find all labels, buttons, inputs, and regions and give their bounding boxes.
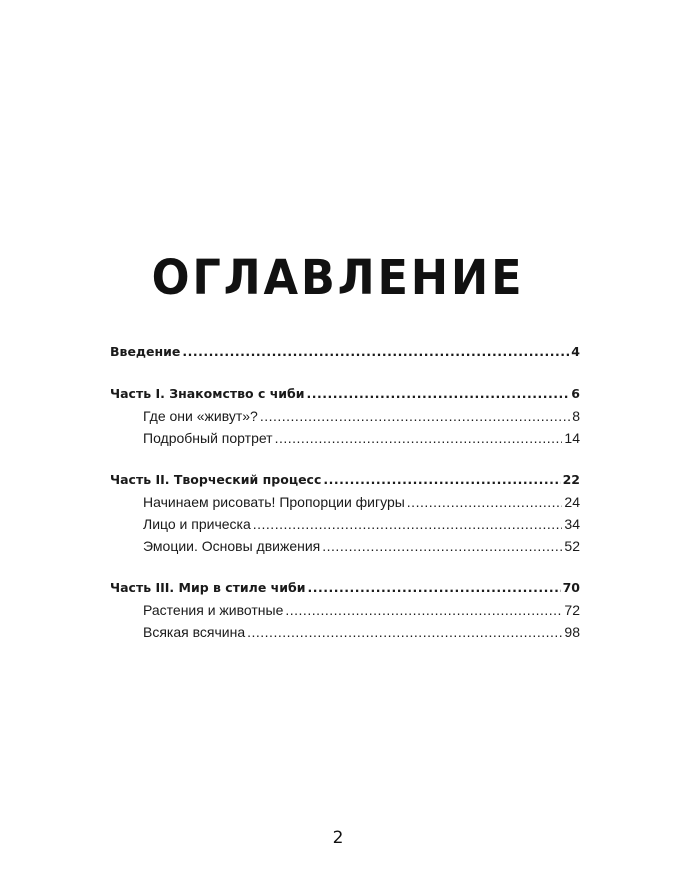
toc-leader-dots: [260, 408, 570, 424]
toc-leader-dots: [285, 602, 562, 618]
toc-entry-part-1[interactable]: [110, 386, 580, 408]
toc-entry-label: Введение: [110, 344, 181, 359]
toc-subentry[interactable]: [110, 430, 580, 452]
toc-entry-label: Всякая всячина: [143, 624, 246, 640]
toc-entry-page: 22: [562, 472, 580, 487]
toc-entry-label: Часть II. Творческий процесс: [110, 472, 322, 487]
toc-leader-dots: [307, 580, 560, 595]
toc-leader-dots: [307, 386, 570, 401]
toc-subentry[interactable]: [110, 516, 580, 538]
toc-entry-label: Эмоции. Основы движения: [143, 538, 321, 554]
toc-entry-page: 72: [564, 602, 580, 618]
toc-section-intro: [110, 344, 580, 366]
toc-entry-part-2[interactable]: [110, 472, 580, 494]
toc-subentry[interactable]: [110, 624, 580, 646]
toc-entry-page: 52: [564, 538, 580, 554]
toc-leader-dots: [253, 516, 563, 532]
toc-leader-dots: [182, 344, 569, 359]
toc-section-part-1: [110, 386, 580, 452]
toc-subentry[interactable]: [110, 408, 580, 430]
page-title: ОГЛАВЛЕНИЕ: [151, 250, 525, 306]
toc-entry-label: Часть III. Мир в стиле чиби: [110, 580, 306, 595]
page-number: 2: [332, 828, 344, 848]
toc-section-part-3: [110, 580, 580, 646]
toc-leader-dots: [407, 494, 563, 510]
toc-entry-page: 6: [571, 386, 580, 401]
toc-entry-page: 34: [564, 516, 580, 532]
toc-section-part-2: [110, 472, 580, 560]
table-of-contents: [110, 344, 580, 666]
toc-leader-dots: [323, 472, 560, 487]
toc-entry-page: 70: [562, 580, 580, 595]
toc-entry-label: Начинаем рисовать! Пропорции фигуры: [143, 494, 405, 510]
toc-leader-dots: [322, 538, 562, 554]
toc-entry-label: Лицо и прическа: [143, 516, 251, 532]
toc-entry-page: 8: [572, 408, 580, 424]
toc-entry-page: 24: [564, 494, 580, 510]
toc-leader-dots: [247, 624, 562, 640]
toc-entry-label: Часть I. Знакомство с чиби: [110, 386, 305, 401]
toc-entry-intro[interactable]: [110, 344, 580, 366]
toc-entry-page: 4: [571, 344, 580, 359]
toc-entry-page: 98: [564, 624, 580, 640]
toc-entry-label: Подробный портрет: [143, 430, 273, 446]
toc-entry-label: Растения и животные: [143, 602, 284, 618]
toc-entry-label: Где они «живут»?: [143, 408, 258, 424]
toc-subentry[interactable]: [110, 538, 580, 560]
toc-entry-page: 14: [564, 430, 580, 446]
toc-entry-part-3[interactable]: [110, 580, 580, 602]
toc-subentry[interactable]: [110, 494, 580, 516]
toc-leader-dots: [275, 430, 563, 446]
toc-subentry[interactable]: [110, 602, 580, 624]
